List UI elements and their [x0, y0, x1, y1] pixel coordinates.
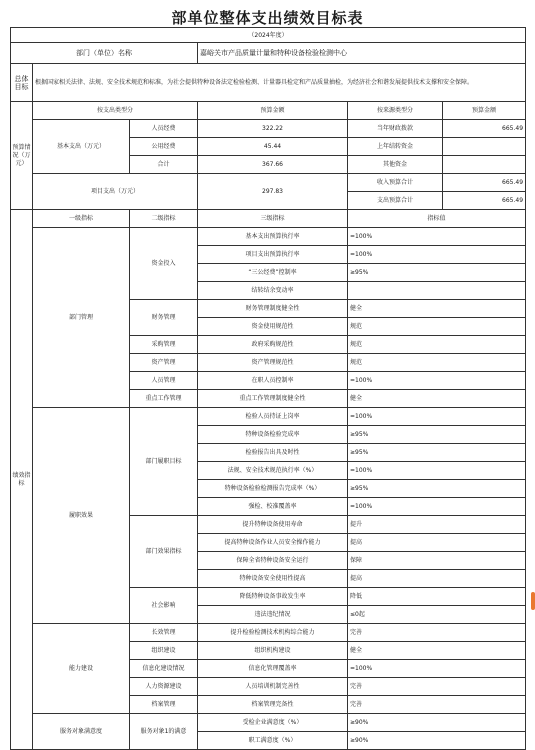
indicator: 提升检验检测技术机构综合能力	[198, 624, 348, 642]
indicator-value: =100%	[348, 372, 526, 390]
budget-item: 合计	[130, 156, 198, 174]
indicator: 检验报告出具及时性	[198, 444, 348, 462]
source-amount	[443, 156, 526, 174]
indicator-value: ≥95%	[348, 426, 526, 444]
level2-personnel: 人员管理	[130, 372, 198, 390]
level2-procurement: 采购管理	[130, 336, 198, 354]
indicator-value: 完善	[348, 696, 526, 714]
indicator-value: 提高	[348, 534, 526, 552]
indicator-value: 规范	[348, 336, 526, 354]
level2-social-impact: 社会影响	[130, 588, 198, 624]
budget-item: 公用经费	[130, 138, 198, 156]
source-item: 当年财政拨款	[348, 120, 443, 138]
level2-key-work: 重点工作管理	[130, 390, 198, 408]
indicator-value: 健全	[348, 300, 526, 318]
level1-satisfaction: 服务对象满意度	[33, 714, 130, 750]
dept-name: 嘉峪关市产品质量计量和特种设备检验检测中心	[198, 43, 526, 64]
indicator: 受检企业满意度（%）	[198, 714, 348, 732]
level1-dept-management: 部门管理	[33, 228, 130, 408]
indicator: 结转结余变动率	[198, 282, 348, 300]
source-item: 上年结转资金	[348, 138, 443, 156]
indicator: 信息化管理覆盖率	[198, 660, 348, 678]
indicator-value	[348, 282, 526, 300]
performance-table	[10, 27, 526, 750]
level2-assets: 资产管理	[130, 354, 198, 372]
project-expense-label: 项目支出（万元）	[33, 174, 198, 210]
level1-performance-effect: 履职效果	[33, 408, 130, 624]
perf-header-level1: 一级指标	[33, 210, 130, 228]
indicator: 检验人员持证上岗率	[198, 408, 348, 426]
source-item: 支出预算合计	[348, 192, 443, 210]
indicator: 降低特种设备事故发生率	[198, 588, 348, 606]
project-expense-amount: 297.83	[198, 174, 348, 210]
indicator: 违法违纪情况	[198, 606, 348, 624]
budget-header-amount: 预算金额	[198, 102, 348, 120]
indicator-value: ≤0起	[348, 606, 526, 624]
level2-archives: 档案管理	[130, 696, 198, 714]
page-title: 部单位整体支出绩效目标表	[171, 9, 364, 27]
indicator: 财务管理制度健全性	[198, 300, 348, 318]
indicator-value: 提升	[348, 516, 526, 534]
budget-header-source-amount: 预算金额	[443, 102, 526, 120]
indicator-value: ≥90%	[348, 732, 526, 750]
level2-human-resources: 人力资源建设	[130, 678, 198, 696]
indicator-value: 提高	[348, 570, 526, 588]
indicator-value: 规范	[348, 354, 526, 372]
level2-effect-indicators: 部门效果指标	[130, 516, 198, 588]
basic-expense-label: 基本支出（万元）	[33, 120, 130, 174]
indicator: 政府采购规范性	[198, 336, 348, 354]
budget-amount: 322.22	[198, 120, 348, 138]
level2-duty-goals: 部门履职目标	[130, 408, 198, 516]
indicator-value: 降低	[348, 588, 526, 606]
indicator: 在职人员控制率	[198, 372, 348, 390]
indicator-value: =100%	[348, 408, 526, 426]
indicator-value: ≥95%	[348, 444, 526, 462]
indicator-value: 完善	[348, 678, 526, 696]
indicator: 资产管理规范性	[198, 354, 348, 372]
indicator: 提高特种设备作业人员安全操作能力	[198, 534, 348, 552]
level2-organization: 组织建设	[130, 642, 198, 660]
source-amount: 665.49	[443, 174, 526, 192]
indicator-value: ≥95%	[348, 264, 526, 282]
perf-header-level3: 三级指标	[198, 210, 348, 228]
level2-finance: 财务管理	[130, 300, 198, 336]
level1-capacity-building: 能力建设	[33, 624, 130, 714]
source-amount	[443, 138, 526, 156]
budget-amount: 45.44	[198, 138, 348, 156]
perf-header-value: 指标值	[348, 210, 526, 228]
indicator: 基本支出预算执行率	[198, 228, 348, 246]
indicator-value: 保障	[348, 552, 526, 570]
indicator-value: =100%	[348, 246, 526, 264]
level2-long-term: 长效管理	[130, 624, 198, 642]
indicator-value: =100%	[348, 462, 526, 480]
indicator-value: =100%	[348, 660, 526, 678]
indicator: 组织机构建设	[198, 642, 348, 660]
indicator: “三公经费”控制率	[198, 264, 348, 282]
indicator: 资金使用规范性	[198, 318, 348, 336]
indicator: 保障全省特种设备安全运行	[198, 552, 348, 570]
source-amount: 665.49	[443, 120, 526, 138]
goal-label: 总体目标	[11, 64, 33, 102]
indicator: 提升特种设备使用寿命	[198, 516, 348, 534]
budget-item: 人员经费	[130, 120, 198, 138]
perf-section-label: 绩效指标	[11, 210, 33, 750]
indicator-value: =100%	[348, 228, 526, 246]
level2-service-satisfaction: 服务对象1的满意	[130, 714, 198, 750]
indicator: 职工满意度（%）	[198, 732, 348, 750]
indicator-value: 健全	[348, 390, 526, 408]
source-item: 收入预算合计	[348, 174, 443, 192]
source-item: 其他资金	[348, 156, 443, 174]
budget-amount: 367.66	[198, 156, 348, 174]
indicator-value: 完善	[348, 624, 526, 642]
indicator: 特种设备检验完成率	[198, 426, 348, 444]
indicator-value: =100%	[348, 498, 526, 516]
indicator: 特种设备检验检测报告完成率（%）	[198, 480, 348, 498]
indicator: 人员培训机制完善性	[198, 678, 348, 696]
perf-header-level2: 二级指标	[130, 210, 198, 228]
budget-header-type: 按支出类型分	[33, 102, 198, 120]
indicator-value: 健全	[348, 642, 526, 660]
budget-header-source: 按来源类型分	[348, 102, 443, 120]
indicator: 特种设备安全使用性提高	[198, 570, 348, 588]
indicator-value: ≥90%	[348, 714, 526, 732]
dept-label: 部门（单位）名称	[11, 43, 198, 64]
level2-informatization: 信息化建设情况	[130, 660, 198, 678]
indicator-value: ≥95%	[348, 480, 526, 498]
indicator-value: 规范	[348, 318, 526, 336]
indicator: 强检、校准覆盖率	[198, 498, 348, 516]
indicator: 档案管理完备性	[198, 696, 348, 714]
year-cell: （2024年度）	[11, 28, 526, 43]
source-amount: 665.49	[443, 192, 526, 210]
goal-text: 根据国家相关法律、法规、安全技术规范和标准，为社会提供特种设备法定检验检测、计量器具检定和产品质量抽检，为经济社会和谐发展提供技术支撑和安全保障。	[33, 64, 526, 102]
edge-marker	[531, 592, 535, 610]
budget-section-label: 预算情况（万元）	[11, 102, 33, 210]
indicator: 项目支出预算执行率	[198, 246, 348, 264]
level2-funds: 资金投入	[130, 228, 198, 300]
indicator: 法规、安全技术规范执行率（%）	[198, 462, 348, 480]
indicator: 重点工作管理制度健全性	[198, 390, 348, 408]
